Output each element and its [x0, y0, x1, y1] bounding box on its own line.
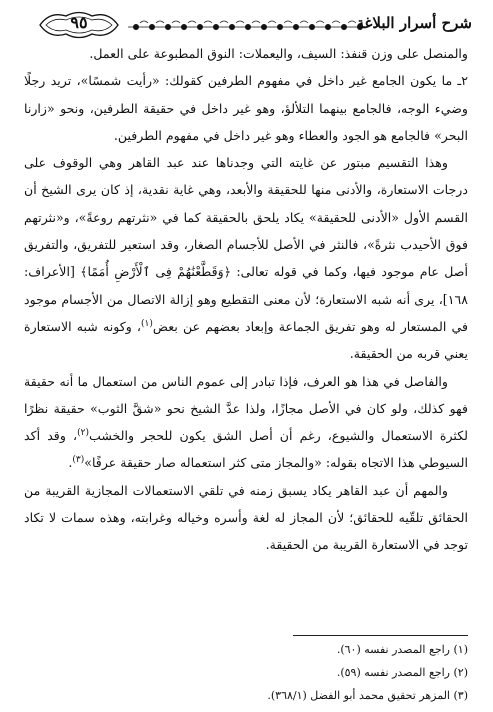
paragraph: ٢ـ ما يكون الجامع غير داخل في مفهوم الطرفين كقولك: «رأيت شمسًا»، تريد رجلًا وضيء الوجه، فالجامع بينهما التلألؤ، وهو غير داخل في حقيقة الطرفين، ونحو «زارنا البحر» فالجامع هو الجود والعطاء وهو غير داخل في مفهوم الطرفين.	[24, 73, 468, 143]
footnote-divider	[293, 635, 468, 636]
footnotes	[24, 638, 468, 707]
footnote-ref[interactable]: (٢)	[77, 427, 89, 438]
paragraph-text: وهذا التقسيم مبتور عن غايته التي وجدناها عند عبد القاهر وهي الوقوف على درجات الاستعارة، والأدنى منها للحقيقة والأبعد، وهي غاية نقدية، إذ كان يرى الشيخ أن القسم الأول «الأدنى للحقيقة» يكاد يلحق بالحقيقة كما في «نثرتهم روعةً»، و«نثرتهم فوق الأحيدب نثرةً»، فالنثر في الأصل للأجسام الصغار، وقد استعير للتفريق، والتفريق أصل عام موجود فيها، وكما في قوله تعالى: ﴿وَقَطَّعْنَٰهُمْ فِى ٱلْأَرْضِ أُمَمًا﴾ [الأعراف: ١٦٨]، يرى أنه شبه الاستعارة؛ لأن معنى التقطيع وهو إزالة الاتصال من الأجسام موجود في المستعار له وهو تفريق الجماعة وإبعاد بعضهم عن بعض	[24, 155, 468, 334]
footnote-ref[interactable]: (٣)	[72, 455, 85, 466]
page-number-frame	[36, 8, 122, 42]
footnote: (١) راجع المصدر نفسه (٦٠).	[336, 643, 468, 656]
page-number: ٩٥	[70, 13, 88, 32]
main-text	[24, 40, 468, 559]
footnote: (٢) راجع المصدر نفسه (٥٩).	[336, 666, 468, 679]
paragraph	[24, 149, 468, 367]
paragraph	[24, 368, 468, 477]
book-title: شرح أسرار البلاغة	[356, 14, 472, 32]
paragraph: والمهم أن عبد القاهر يكاد يسبق زمنه في تلقي الاستعمالات المجازية القريبة من الحقائق تلقّيه للحقائق؛ لأن المجاز له لغة وأسره وخياله وغرابته، وهذه سمات لا تكاد توجد في الاستعارة القريبة من الحقيقة.	[24, 482, 468, 553]
footnote: (٣) المزهر تحقيق محمد أبو الفضل (٣٦٨/١).	[267, 689, 468, 702]
paragraph: والمنصل على وزن قنفذ: السيف، واليعملات: النوق المطبوعة على العمل.	[89, 46, 468, 61]
paragraph-text: .	[68, 455, 73, 471]
header-border-ornament-icon	[128, 20, 368, 34]
paragraph-text: ، وكونه شبه الاستعارة يعني قربه من الحقيقة.	[24, 318, 468, 362]
paragraph-text: ، وقد أكد السيوطي هذا الاتجاه بقوله: «والمجاز متى كثر استعماله صار حقيقة عرفًا»	[24, 428, 468, 471]
footnote-ref[interactable]: (١)	[141, 318, 153, 329]
page-header	[36, 8, 474, 42]
paragraph-text: والفاصل في هذا هو العرف، فإذا تبادر إلى عموم الناس من استعمال ما أنه حقيقة فهو كذلك، ولو كان في الأصل مجازًا، ولذا عدَّ الشيخ نحو «شقَّ الثوب» حقيقة نظرًا لكثرة الاستعمال والشيوع، رغم أن أصل الشق يكون للحجر والخشب	[24, 373, 469, 444]
